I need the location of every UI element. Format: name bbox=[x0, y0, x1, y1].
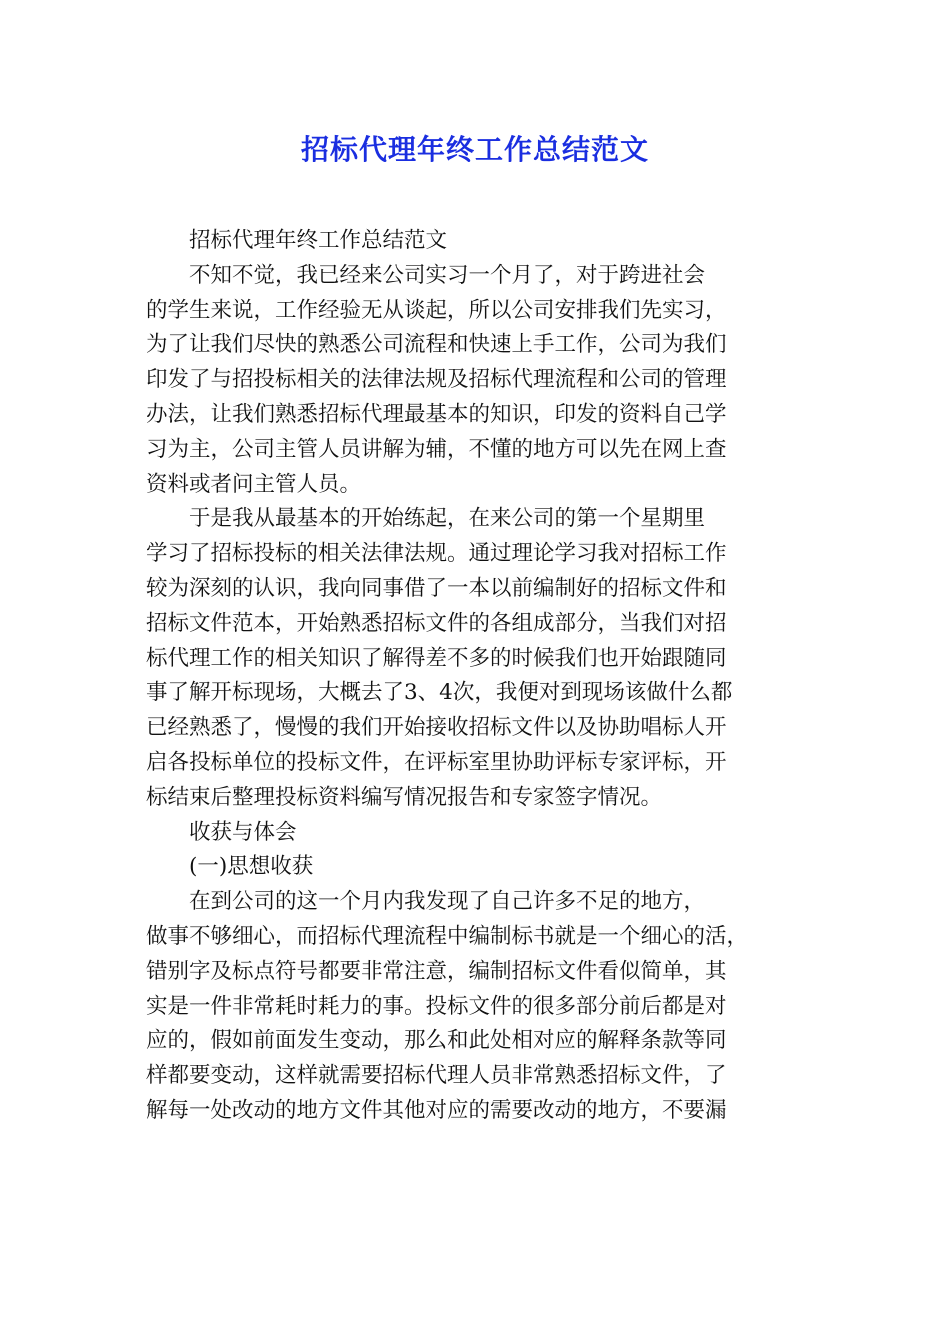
document-title: 招标代理年终工作总结范文 bbox=[300, 133, 649, 166]
paragraph-subtitle: 招标代理年终工作总结范文 bbox=[189, 228, 448, 253]
section-heading-gains: 收获与体会 bbox=[189, 819, 297, 845]
paragraph-intro: 不知不觉，我已经来公司实习一个月了，对于跨进社会 的学生来说，工作经验无从谈起，所以公司安排我们先实习， 为了让我们尽快的熟悉公司流程和快速上手工作，公司为我们 印发了与招投标相关的法律法规及招标代理流程和公司的管理 办法，让我们熟悉招标代理最基本的知识，印发的资料自己学 习为主，公司主管人员讲解为辅，不懂的地方可以先在网上查 资料或者问主管人员。 bbox=[146, 262, 727, 497]
paragraph-learning: 于是我从最基本的开始练起，在来公司的第一个星期里 学习了招标投标的相关法律法规。通过理论学习我对招标工作 较为深刻的认识，我向同事借了一本以前编制好的招标文件和 招标文件范本，开始熟悉招标文件的各组成部分，当我们对招 标代理工作的相关知识了解得差不多的时候我们也开始跟随同 事了解开标现场，大概去了3、4次，我便对到现场该做什么都 已经熟悉了，慢慢的我们开始接收招标文件以及协助唱标人开 启各投标单位的投标文件，在评标室里协助评标专家评标，开 标结束后整理投标资料编写情况报告和专家签字情况。 bbox=[146, 506, 733, 810]
document-body bbox=[146, 224, 806, 1129]
subsection-heading-thoughts: (一)思想收获 bbox=[189, 854, 314, 880]
paragraph-thoughts: 在到公司的这一个月内我发现了自己许多不足的地方， 做事不够细心，而招标代理流程中编制标书就是一个细心的活， 错别字及标点符号都要非常注意，编制招标文件看似简单，其 实是一件非常耗时耗力的事。投标文件的很多部分前后都是对 应的，假如前面发生变动，那么和此处相对应的解释条款等同 样都要变动，这样就需要招标代理人员非常熟悉招标文件，了 解每一处改动的地方文件其他对应的需要改动的地方，不要漏 bbox=[146, 889, 749, 1123]
